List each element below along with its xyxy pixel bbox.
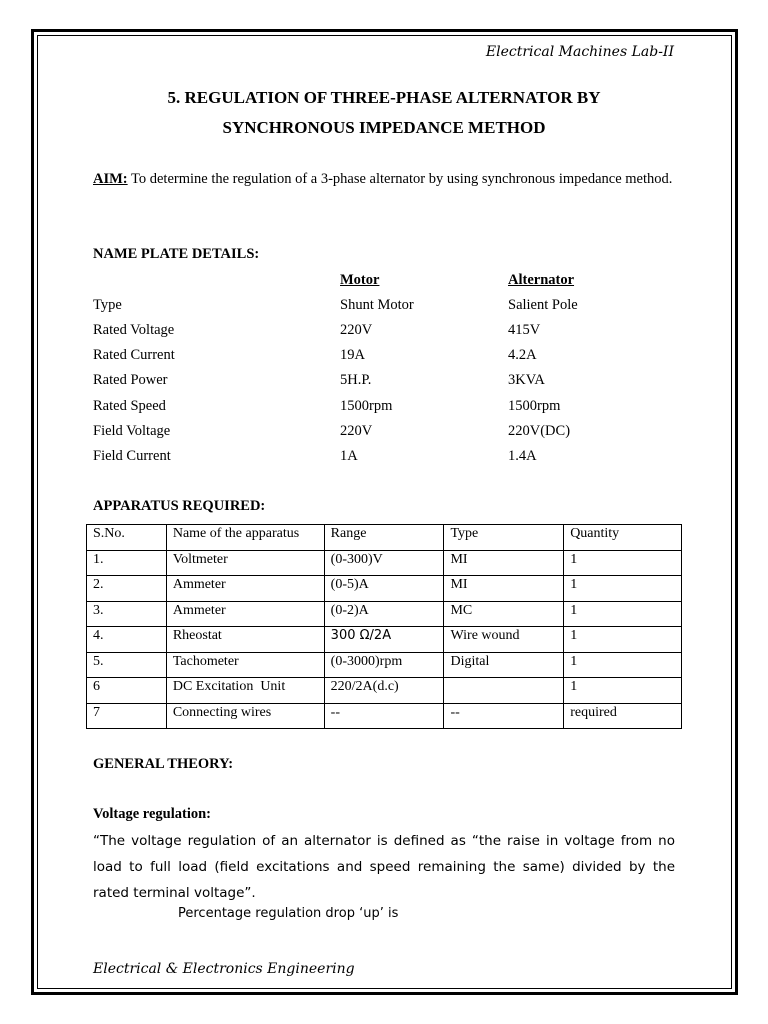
- table-cell: 6: [87, 678, 167, 704]
- table-cell: Ammeter: [166, 576, 324, 602]
- name-plate-label: Field Voltage: [93, 423, 171, 439]
- motor-value: 220V: [340, 423, 373, 439]
- name-plate-row: [93, 372, 675, 397]
- header-cell: Name of the apparatus: [166, 525, 324, 551]
- name-plate-row: [93, 398, 675, 423]
- table-row: [87, 652, 682, 678]
- alternator-column-header: Alternator: [508, 272, 575, 288]
- name-plate-heading: NAME PLATE DETAILS:: [93, 246, 260, 262]
- table-cell: Rheostat: [166, 627, 324, 653]
- table-cell: 4.: [87, 627, 167, 653]
- header-cell: Quantity: [564, 525, 682, 551]
- table-cell: 5.: [87, 652, 167, 678]
- table-cell: 1: [564, 550, 682, 576]
- name-plate-row: [93, 423, 675, 448]
- table-row: [87, 703, 682, 729]
- table-cell: 1: [564, 601, 682, 627]
- table-cell: 1: [564, 678, 682, 704]
- header-cell: S.No.: [87, 525, 167, 551]
- name-plate-label: Rated Voltage: [93, 322, 175, 338]
- motor-value: 5H.P.: [340, 372, 372, 388]
- apparatus-table: [86, 524, 682, 729]
- motor-value: 220V: [340, 322, 373, 338]
- name-plate-label: Rated Power: [93, 372, 168, 388]
- table-row: [87, 627, 682, 653]
- alternator-value: 1.4A: [508, 448, 537, 464]
- table-cell: Connecting wires: [166, 703, 324, 729]
- aim-label: AIM:: [93, 171, 128, 187]
- table-cell: MC: [444, 601, 564, 627]
- formula-intro: Percentage regulation drop ‘up’ is: [178, 906, 399, 921]
- table-cell: 3.: [87, 601, 167, 627]
- theory-paragraph: “The voltage regulation of an alternator is defined as “the raise in voltage from no load to full load (field excitations and speed remaining the same) divided by the rated terminal voltage”.: [93, 833, 675, 901]
- aim-text: To determine the regulation of a 3-phase alternator by using synchronous impedance method.: [127, 171, 673, 187]
- name-plate-label: Type: [93, 297, 122, 313]
- name-plate-header-row: [93, 272, 675, 297]
- department-footer: Electrical & Electronics Engineering: [93, 961, 355, 977]
- table-row: [87, 550, 682, 576]
- motor-value: 1500rpm: [340, 398, 393, 414]
- motor-value: 19A: [340, 347, 365, 363]
- table-cell: 1: [564, 627, 682, 653]
- motor-value: Shunt Motor: [340, 297, 414, 313]
- table-cell: 1: [564, 652, 682, 678]
- table-row: [87, 576, 682, 602]
- alternator-value: 1500rpm: [508, 398, 561, 414]
- table-cell: Voltmeter: [166, 550, 324, 576]
- name-plate-label: Field Current: [93, 448, 171, 464]
- alternator-value: 220V(DC): [508, 423, 571, 439]
- alternator-value: Salient Pole: [508, 297, 578, 313]
- voltage-regulation-subheading: Voltage regulation:: [93, 806, 212, 822]
- table-cell: 1.: [87, 550, 167, 576]
- table-cell: Tachometer: [166, 652, 324, 678]
- table-header-row: [87, 525, 682, 551]
- name-plate-row: [93, 322, 675, 347]
- name-plate-label: Rated Speed: [93, 398, 166, 414]
- aim-paragraph: [93, 167, 675, 192]
- table-cell: (0-3000)rpm: [324, 652, 444, 678]
- table-cell: MI: [444, 576, 564, 602]
- name-plate-row: [93, 347, 675, 372]
- table-cell: --: [444, 703, 564, 729]
- alternator-value: 3KVA: [508, 372, 545, 388]
- table-cell: Digital: [444, 652, 564, 678]
- motor-value: 1A: [340, 448, 358, 464]
- table-cell: DC Excitation Unit: [166, 678, 324, 704]
- table-row: [87, 601, 682, 627]
- table-cell: 300 Ω/2A: [324, 627, 444, 653]
- table-cell: (0-300)V: [324, 550, 444, 576]
- header-cell: Range: [324, 525, 444, 551]
- table-cell: Ammeter: [166, 601, 324, 627]
- motor-column-header: Motor: [340, 272, 380, 288]
- header-cell: Type: [444, 525, 564, 551]
- apparatus-heading: APPARATUS REQUIRED:: [93, 498, 266, 514]
- alternator-value: 4.2A: [508, 347, 537, 363]
- table-cell: MI: [444, 550, 564, 576]
- table-cell: (0-5)A: [324, 576, 444, 602]
- theory-heading: GENERAL THEORY:: [93, 756, 234, 772]
- table-cell: (0-2)A: [324, 601, 444, 627]
- table-cell: 220/2A(d.c): [324, 678, 444, 704]
- table-cell: 7: [87, 703, 167, 729]
- table-cell: [444, 678, 564, 704]
- table-cell: --: [324, 703, 444, 729]
- name-plate-row: [93, 448, 675, 473]
- table-cell: 1: [564, 576, 682, 602]
- alternator-value: 415V: [508, 322, 541, 338]
- title-line-2: SYNCHRONOUS IMPEDANCE METHOD: [222, 118, 546, 137]
- name-plate-label: Rated Current: [93, 347, 175, 363]
- name-plate-row: [93, 297, 675, 322]
- table-cell: 2.: [87, 576, 167, 602]
- table-row: [87, 678, 682, 704]
- table-cell: Wire wound: [444, 627, 564, 653]
- title-line-1: 5. REGULATION OF THREE-PHASE ALTERNATOR BY: [167, 88, 601, 107]
- table-cell: required: [564, 703, 682, 729]
- lab-header: Electrical Machines Lab-II: [485, 44, 674, 60]
